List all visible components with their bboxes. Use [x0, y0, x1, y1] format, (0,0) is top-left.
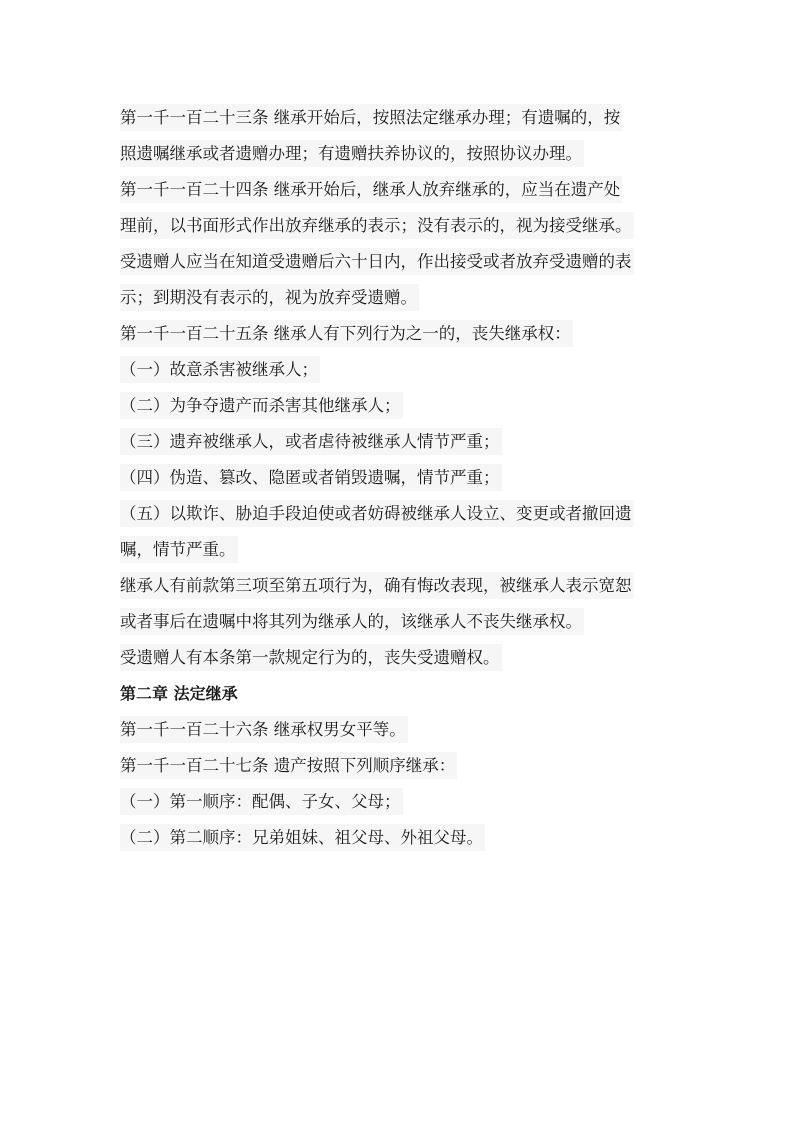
text-line-content: （一）第一顺序：配偶、子女、父母；: [120, 788, 403, 815]
text-line: [120, 137, 680, 171]
text-line-content: 继承人有前款第三项至第五项行为，确有悔改表现，被继承人表示宽恕: [120, 572, 634, 599]
text-line-content: （三）遗弃被继承人，或者虐待被继承人情节严重；: [120, 428, 502, 455]
text-line-content: （四）伪造、篡改、隐匿或者销毁遗嘱，情节严重；: [120, 464, 502, 491]
text-line: [120, 785, 680, 819]
text-line: [120, 713, 680, 747]
text-line: [120, 101, 680, 135]
text-line-content: 第一千一百二十三条 继承开始后，按照法定继承办理；有遗嘱的，按: [120, 104, 622, 131]
text-line: [120, 497, 680, 531]
text-line-content: 第一千一百二十五条 继承人有下列行为之一的，丧失继承权：: [120, 320, 573, 347]
text-line-content: （一）故意杀害被继承人；: [120, 356, 320, 383]
text-line-content: 受遗赠人有本条第一款规定行为的，丧失受遗赠权。: [120, 644, 502, 671]
text-line: [120, 641, 680, 675]
text-line-content: 第一千一百二十四条 继承开始后，继承人放弃继承的，应当在遗产处: [120, 176, 622, 203]
text-line-content: 照遗嘱继承或者遗赠办理；有遗赠扶养协议的，按照协议办理。: [120, 140, 584, 167]
text-line-content: （五）以欺诈、胁迫手段迫使或者妨碍被继承人设立、变更或者撤回遗: [120, 500, 634, 527]
text-line-content: （二）为争夺遗产而杀害其他继承人；: [120, 392, 403, 419]
chapter-heading-text: 第二章 法定继承: [120, 684, 238, 703]
document-body: [120, 101, 680, 857]
text-line-content: 第一千一百二十六条 继承权男女平等。: [120, 716, 408, 743]
chapter-heading: [120, 677, 680, 711]
text-line-content: （二）第二顺序：兄弟姐妹、祖父母、外祖父母。: [120, 824, 485, 851]
text-line: [120, 569, 680, 603]
text-line: [120, 281, 680, 315]
text-line-content: 示；到期没有表示的，视为放弃受遗赠。: [120, 284, 419, 311]
text-line: [120, 317, 680, 351]
text-line: [120, 389, 680, 423]
text-line: [120, 353, 680, 387]
text-line-content: 嘱，情节严重。: [120, 536, 238, 563]
text-line-content: 第一千一百二十七条 遗产按照下列顺序继承：: [120, 752, 457, 779]
text-line-content: 理前，以书面形式作出放弃继承的表示；没有表示的，视为接受继承。: [120, 212, 634, 239]
text-line: [120, 173, 680, 207]
text-line-content: 受遗赠人应当在知道受遗赠后六十日内，作出接受或者放弃受遗赠的表: [120, 248, 634, 275]
text-line: [120, 209, 680, 243]
text-line: [120, 749, 680, 783]
text-line: [120, 821, 680, 855]
text-line: [120, 461, 680, 495]
text-line-content: 或者事后在遗嘱中将其列为继承人的，该继承人不丧失继承权。: [120, 608, 584, 635]
text-line: [120, 425, 680, 459]
text-line: [120, 605, 680, 639]
text-line: [120, 245, 680, 279]
text-line: [120, 533, 680, 567]
